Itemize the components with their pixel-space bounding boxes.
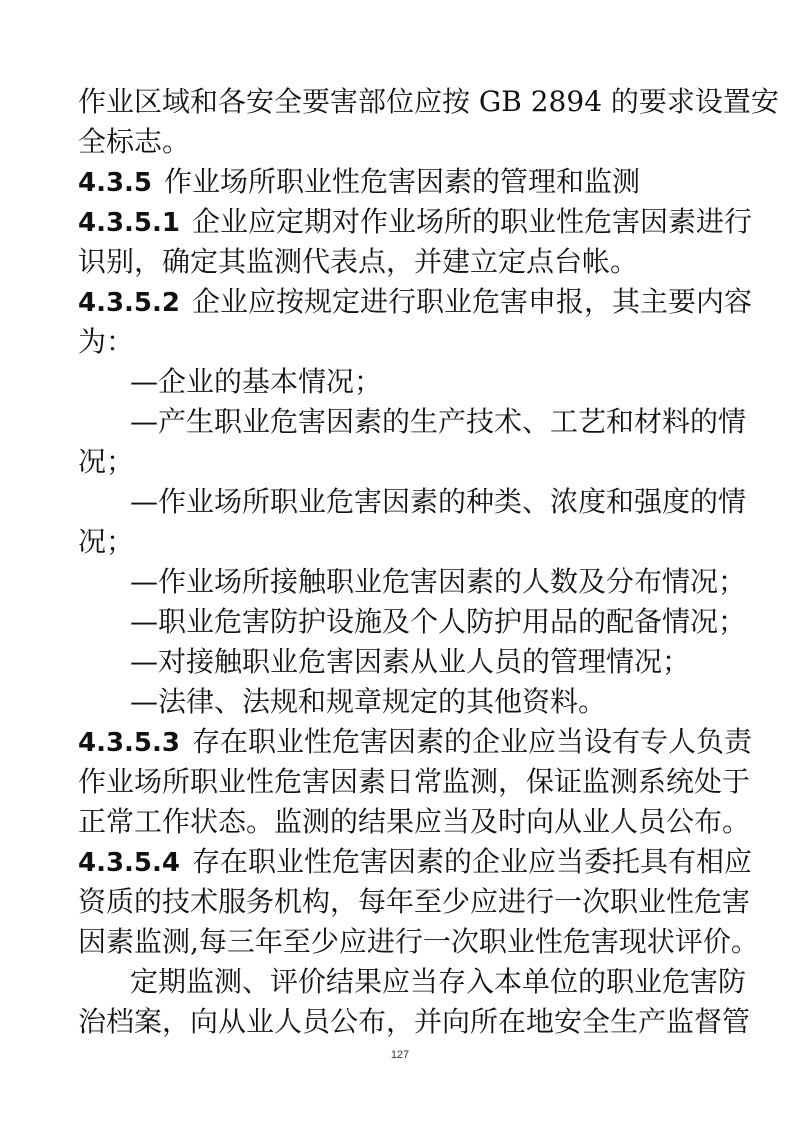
intro-line-2: 全标志。	[78, 125, 191, 158]
clause-4-3-5-3-line-1	[78, 722, 753, 762]
clause-text: 存在职业性危害因素的企业应当委托具有相应	[192, 845, 753, 878]
section-number: 4.3.5	[78, 168, 153, 198]
list-item-hazard-types-line-2: 况；	[78, 525, 135, 558]
list-item-other-materials: —法律、法规和规章规定的其他资料。	[130, 685, 607, 718]
clause-4-3-5-4-line-3: 因素监测,每三年至少应进行一次职业性危害现状评价。	[78, 925, 759, 958]
closing-paragraph-line-2: 治档案，向从业人员公布，并向所在地安全生产监督管	[78, 1005, 751, 1038]
clause-4-3-5-2-line-1	[78, 282, 753, 322]
list-item-basic-info: —企业的基本情况；	[130, 365, 383, 398]
list-item-hazard-types-line-1: —作业场所职业危害因素的种类、浓度和强度的情	[130, 485, 747, 518]
list-item-exposed-workers: —作业场所接触职业危害因素的人数及分布情况；	[130, 565, 747, 598]
clause-4-3-5-1-line-1	[78, 202, 753, 242]
clause-text: 存在职业性危害因素的企业应当设有专人负责	[192, 725, 753, 758]
clause-number: 4.3.5.4	[78, 848, 180, 878]
clause-4-3-5-3-line-3: 正常工作状态。监测的结果应当及时向从业人员公布。	[78, 805, 751, 838]
clause-4-3-5-4-line-1	[78, 842, 753, 882]
clause-4-3-5-2-line-2: 为：	[78, 325, 135, 358]
clause-number: 4.3.5.2	[78, 288, 180, 318]
clause-4-3-5-1-line-2: 识别，确定其监测代表点，并建立定点台帐。	[78, 245, 639, 278]
list-item-production-line-1: —产生职业危害因素的生产技术、工艺和材料的情	[130, 405, 747, 438]
clause-text: 企业应定期对作业场所的职业性危害因素进行	[192, 205, 753, 238]
list-item-protective-equipment: —职业危害防护设施及个人防护用品的配备情况；	[130, 605, 747, 638]
clause-text: 企业应按规定进行职业危害申报，其主要内容	[192, 285, 753, 318]
list-item-worker-management: —对接触职业危害因素从业人员的管理情况；	[130, 645, 691, 678]
clause-4-3-5-4-line-2: 资质的技术服务机构，每年至少应进行一次职业性危害	[78, 885, 751, 918]
closing-paragraph-line-1: 定期监测、评价结果应当存入本单位的职业危害防	[130, 965, 747, 998]
clause-number: 4.3.5.3	[78, 728, 180, 758]
intro-line-1: 作业区域和各安全要害部位应按 GB 2894 的要求设置安	[78, 85, 779, 118]
section-title: 作业场所职业性危害因素的管理和监测	[164, 165, 641, 198]
list-item-production-line-2: 况；	[78, 445, 135, 478]
section-heading-4-3-5	[78, 162, 724, 202]
clause-4-3-5-3-line-2: 作业场所职业性危害因素日常监测，保证监测系统处于	[78, 765, 751, 798]
clause-number: 4.3.5.1	[78, 208, 180, 238]
page-number: 127	[390, 1049, 410, 1061]
